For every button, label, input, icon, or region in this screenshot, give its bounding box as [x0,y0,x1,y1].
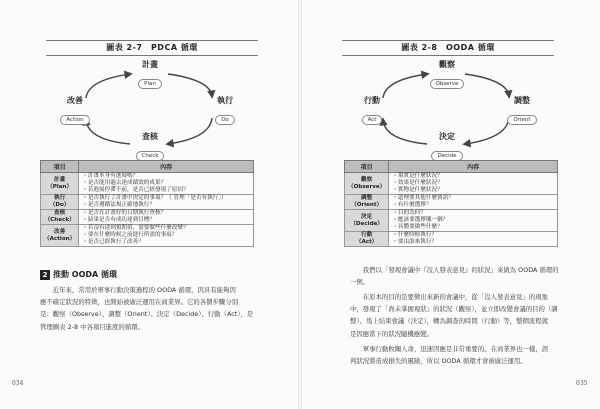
node-observe [422,60,472,89]
node-action-label: 改善 [67,96,83,105]
pdca-table [40,160,254,247]
item-name: 行動 [361,232,373,238]
node-plan [125,60,175,89]
paragraph-line: 管理圖表 2-8 中各項目進度的循環。 [40,322,144,331]
item-en: （Decide） [350,220,383,227]
table-item-cell [41,195,79,210]
table-item-cell [41,210,79,225]
body-paragraph [40,284,260,333]
content-line: ・要由誰來執行？ [392,239,438,245]
content-line: ・有什麼選擇？ [392,202,432,208]
table-row [41,210,254,225]
node-do-label: 執行 [217,96,233,105]
node-decide [422,132,472,161]
content-line: ・什麼時候執行？ [392,232,438,238]
paragraph-line: 近年來，常用於軍事行動決策過程的 OODA 循環，因具有能夠因 [40,286,236,294]
pdca-cycle-diagram [50,60,250,160]
page-number: 035 [576,380,588,387]
paragraph-line: 是：觀察（Observe）、調整（Orient）、決定（Decide）、行動（Act），是 [40,310,254,319]
arrow-act-to-observe [383,74,427,98]
item-en: （Observe） [348,183,386,190]
node-orient-label: 調整 [514,96,530,105]
content-line: ・結果是否有成功達到目標？ [82,217,155,223]
item-en: （Act） [355,239,378,245]
item-en: （Action） [44,235,76,242]
node-decide-en: Decide [431,151,462,161]
item-name: 改善 [54,228,66,235]
figure-title: 圖表 2-8 OODA 循環 [342,40,554,56]
paragraph-line: 應不確定狀況的特徵，也開始被廣泛運用在商業界。它的各個步驟分別 [40,298,239,307]
content-line: ・若沒有達到預期值，需要做些什麼改變？ [82,225,189,231]
node-observe-label: 觀察 [439,60,455,69]
table-row [345,232,558,247]
paragraph-line: 中，發現了「尚未掌握現狀」的狀況（觀察），並立即改變會議的目的（調 [350,305,558,314]
item-en: （Do） [49,202,70,208]
table-item-cell [345,210,389,232]
table-content-cell [79,225,254,247]
table-content-cell [389,173,558,195]
item-en: （Check） [44,217,75,223]
paragraph-line: 軍事行動攸關人命，迅速因應是非常重要的。在商業界也一樣，誤 [350,345,549,353]
table-header-item: 項目 [41,161,79,173]
item-name: 查核 [54,210,66,216]
content-line: ・實物是什麼狀況？ [392,187,443,193]
table-row [345,173,558,195]
body-paragraph [350,291,568,340]
content-line: ・是否在計畫好的日期執行查核？ [82,210,167,216]
node-observe-en: Observe [430,79,465,89]
item-name: 決定 [361,213,373,220]
content-line: ・若進展停滯不前，是否已經發現了原因？ [82,187,189,193]
node-do-en: Do [215,115,235,125]
content-line: ・目的為何？ [392,210,426,216]
ooda-table [344,160,558,247]
node-do [200,96,250,125]
section-heading [40,269,117,281]
right-page [302,0,600,409]
node-action-en: Action [60,115,89,125]
item-name: 執行 [54,195,66,201]
table-header-row [345,161,558,173]
table-item-cell [41,173,79,195]
node-act [347,96,397,125]
node-check [125,132,175,161]
table-row [345,195,558,210]
node-check-label: 查核 [142,132,158,141]
node-action [50,96,100,125]
section-title: 推動 OODA 循環 [53,270,118,279]
left-page [0,0,298,409]
table-item-cell [345,232,389,247]
table-content-cell [79,210,254,225]
table-content-cell [79,195,254,210]
content-line: ・現實是什麼狀況？ [392,173,443,179]
paragraph-line: 判狀況將造成損失的風險，所以 OODA 循環才會被廣泛運用。 [350,357,527,366]
node-orient [497,96,547,125]
item-name: 觀察 [361,176,373,183]
node-act-label: 行動 [364,96,380,105]
paragraph-line: 一例。 [350,278,370,287]
ooda-cycle-diagram [347,60,547,160]
paragraph-line: 整）。馬上結束會議（決定），轉為調查的時間（行動）等，整個流程就 [350,317,549,326]
content-line: ・具體要做些什麼？ [392,224,443,230]
node-decide-label: 決定 [439,132,455,141]
item-name: 調整 [361,195,373,201]
table-item-cell [345,173,389,195]
node-plan-en: Plan [138,79,162,89]
table-header-content: 內容 [389,161,558,173]
content-line: ・計畫本身有進展嗎？ [82,173,139,179]
node-orient-en: Orient [507,115,536,125]
node-plan-label: 計畫 [142,60,158,69]
table-row [41,225,254,247]
arrow-action-to-plan [86,74,130,98]
content-line: ・應該要選擇哪一個？ [392,217,449,223]
section-number-badge: 2 [40,270,50,280]
paragraph-line: 是因應當下的狀況隨機應變。 [350,329,434,338]
content-line: ・效果是什麼狀況？ [392,180,443,186]
node-act-en: Act [362,115,383,125]
table-header-item: 項目 [345,161,389,173]
content-line: ・是否執行了計畫中決定的事項？（ 管理「是否有執行」） [82,195,227,201]
table-content-cell [389,195,558,210]
table-header-content: 內容 [79,161,254,173]
table-header-row [41,161,254,173]
paragraph-line: 我們以「發現會議中『沒人發表意見』的狀況」來做為 OODA 循環的 [350,266,559,274]
content-line: ・道理要其他什麼資訊？ [392,195,454,201]
content-line: ・要在什麼時候之前進行所需的事項？ [82,232,178,238]
table-row [41,173,254,195]
page-number: 034 [12,380,24,387]
table-content-cell [389,210,558,232]
table-content-cell [389,232,558,247]
table-content-cell [79,173,254,195]
body-paragraph [350,343,568,367]
content-line: ・是否已經執行了改善？ [82,239,144,245]
body-paragraph [350,264,568,288]
content-line: ・是否能用過去達成績效的成果？ [82,180,167,186]
item-en: （Orient） [351,202,383,208]
paragraph-line: 在原本的目的是要徵出來新的會議中，從「沒人發表意見」的現象 [350,293,549,301]
table-item-cell [41,225,79,247]
node-check-en: Check [136,151,165,161]
figure-title: 圖表 2-7 PDCA 循環 [46,40,258,56]
item-en: （Plan） [47,183,73,190]
item-name: 計畫 [54,176,66,183]
table-row [41,195,254,210]
table-item-cell [345,195,389,210]
content-line: ・是否遵循法規正確地執行？ [82,202,155,208]
table-row [345,210,558,232]
